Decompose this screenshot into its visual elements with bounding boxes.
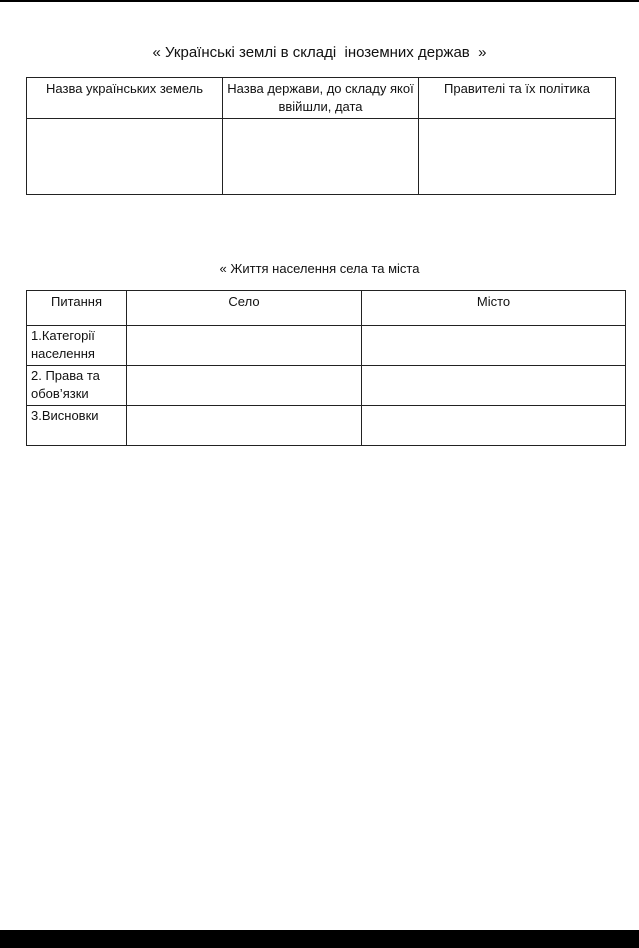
empty-cell[interactable] (127, 326, 362, 366)
table-header-row (27, 291, 626, 326)
empty-cell[interactable] (419, 119, 616, 195)
empty-cell[interactable] (362, 406, 626, 446)
ukrainian-lands-table (26, 77, 616, 195)
table-row (27, 406, 626, 446)
empty-cell[interactable] (27, 119, 223, 195)
column-header-lands: Назва українських земель (27, 78, 223, 119)
table-row (27, 119, 616, 195)
row-label-rights-duties: 2. Права та обов’язки (27, 366, 127, 406)
bottom-black-bar (0, 930, 639, 948)
table-row (27, 366, 626, 406)
column-header-village: Село (127, 291, 362, 326)
row-label-conclusions: 3.Висновки (27, 406, 127, 446)
column-header-city: Місто (362, 291, 626, 326)
table2-title: « Життя населення села та міста (219, 261, 420, 276)
table-header-row (27, 78, 616, 119)
empty-cell[interactable] (127, 366, 362, 406)
empty-cell[interactable] (223, 119, 419, 195)
row-label-population-categories: 1.Категорії населення (27, 326, 127, 366)
table-row (27, 326, 626, 366)
village-city-life-table (26, 290, 626, 446)
empty-cell[interactable] (127, 406, 362, 446)
empty-cell[interactable] (362, 326, 626, 366)
column-header-question: Питання (27, 291, 127, 326)
column-header-rulers-policy: Правителі та їх політика (419, 78, 616, 119)
table1-title: « Українські землі в складі іноземних держав » (152, 44, 487, 61)
top-border-line (0, 0, 639, 2)
column-header-state-date: Назва держави, до складу якої ввійшли, дата (223, 78, 419, 119)
empty-cell[interactable] (362, 366, 626, 406)
